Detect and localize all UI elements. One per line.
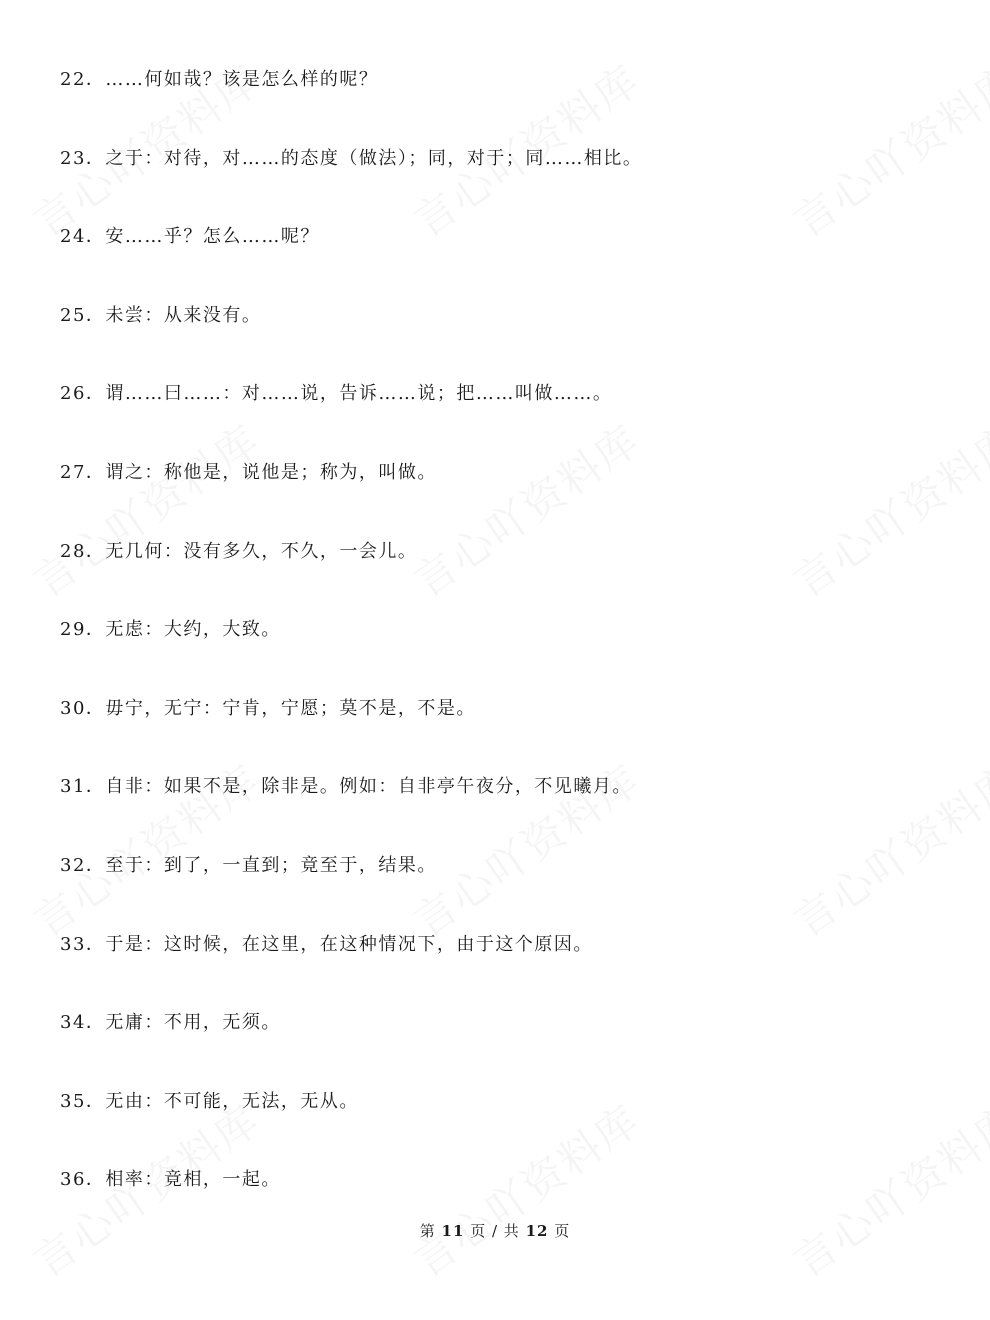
entry-number: 31．: [60, 776, 106, 798]
entry-number: 29．: [60, 619, 106, 641]
list-item: [60, 929, 940, 1008]
entry-number: 36．: [60, 1169, 106, 1191]
entry-number: 33．: [60, 933, 106, 955]
entry-number: 34．: [60, 1012, 106, 1034]
entry-text: 无几何：没有多久，不久，一会儿。: [105, 540, 418, 562]
list-item: [60, 1007, 940, 1086]
footer-suffix: 页: [554, 1222, 571, 1240]
entry-text: 安……乎？怎么……呢？: [105, 226, 320, 248]
entry-text: 至于：到了，一直到；竟至于，结果。: [105, 854, 437, 876]
list-item: [60, 693, 940, 772]
entry-text: 之于：对待，对……的态度（做法）；同，对于；同……相比。: [105, 147, 643, 169]
list-item: [60, 221, 940, 300]
entry-number: 27．: [60, 461, 106, 483]
list-item: [60, 850, 940, 929]
entry-text: 无虑：大约，大致。: [105, 619, 281, 641]
list-item: [60, 457, 940, 536]
entry-number: 32．: [60, 854, 106, 876]
list-item: [60, 614, 940, 693]
entry-text: 未尝：从来没有。: [105, 304, 262, 326]
entry-number: 35．: [60, 1090, 106, 1112]
entry-number: 22．: [60, 69, 106, 90]
list-item: [60, 300, 940, 379]
entry-number: 24．: [60, 226, 106, 248]
footer-middle: 页 / 共: [470, 1222, 520, 1240]
entry-text: 于是：这时候，在这里，在这种情况下，由于这个原因。: [105, 933, 593, 955]
list-item: [60, 536, 940, 615]
list-item: [60, 1086, 940, 1165]
entry-list: [60, 64, 940, 1243]
entry-text: 相率：竟相，一起。: [105, 1169, 281, 1191]
list-item: [60, 143, 940, 222]
entry-number: 30．: [60, 697, 106, 719]
entry-number: 23．: [60, 147, 106, 169]
entry-text: 谓之：称他是，说他是；称为，叫做。: [105, 461, 437, 483]
entry-number: 25．: [60, 304, 106, 326]
list-item: [60, 64, 940, 143]
entry-text: 毋宁，无宁：宁肯，宁愿；莫不是，不是。: [105, 697, 476, 719]
entry-text: 自非：如果不是，除非是。例如：自非亭午夜分，不见曦月。: [105, 776, 632, 798]
list-item: [60, 378, 940, 457]
entry-text: 谓……曰……：对……说，告诉……说；把……叫做……。: [105, 383, 613, 405]
entry-text: 无庸：不用，无须。: [105, 1012, 281, 1034]
page-footer: [0, 1220, 990, 1241]
current-page-number: 11: [441, 1222, 465, 1240]
entry-text: 无由：不可能，无法，无从。: [105, 1090, 359, 1112]
list-item: [60, 771, 940, 850]
footer-prefix: 第: [419, 1222, 436, 1240]
total-pages-number: 12: [525, 1222, 549, 1240]
entry-text: ……何如哉？该是怎么样的呢？: [105, 69, 379, 90]
entry-number: 28．: [60, 540, 106, 562]
entry-number: 26．: [60, 383, 106, 405]
